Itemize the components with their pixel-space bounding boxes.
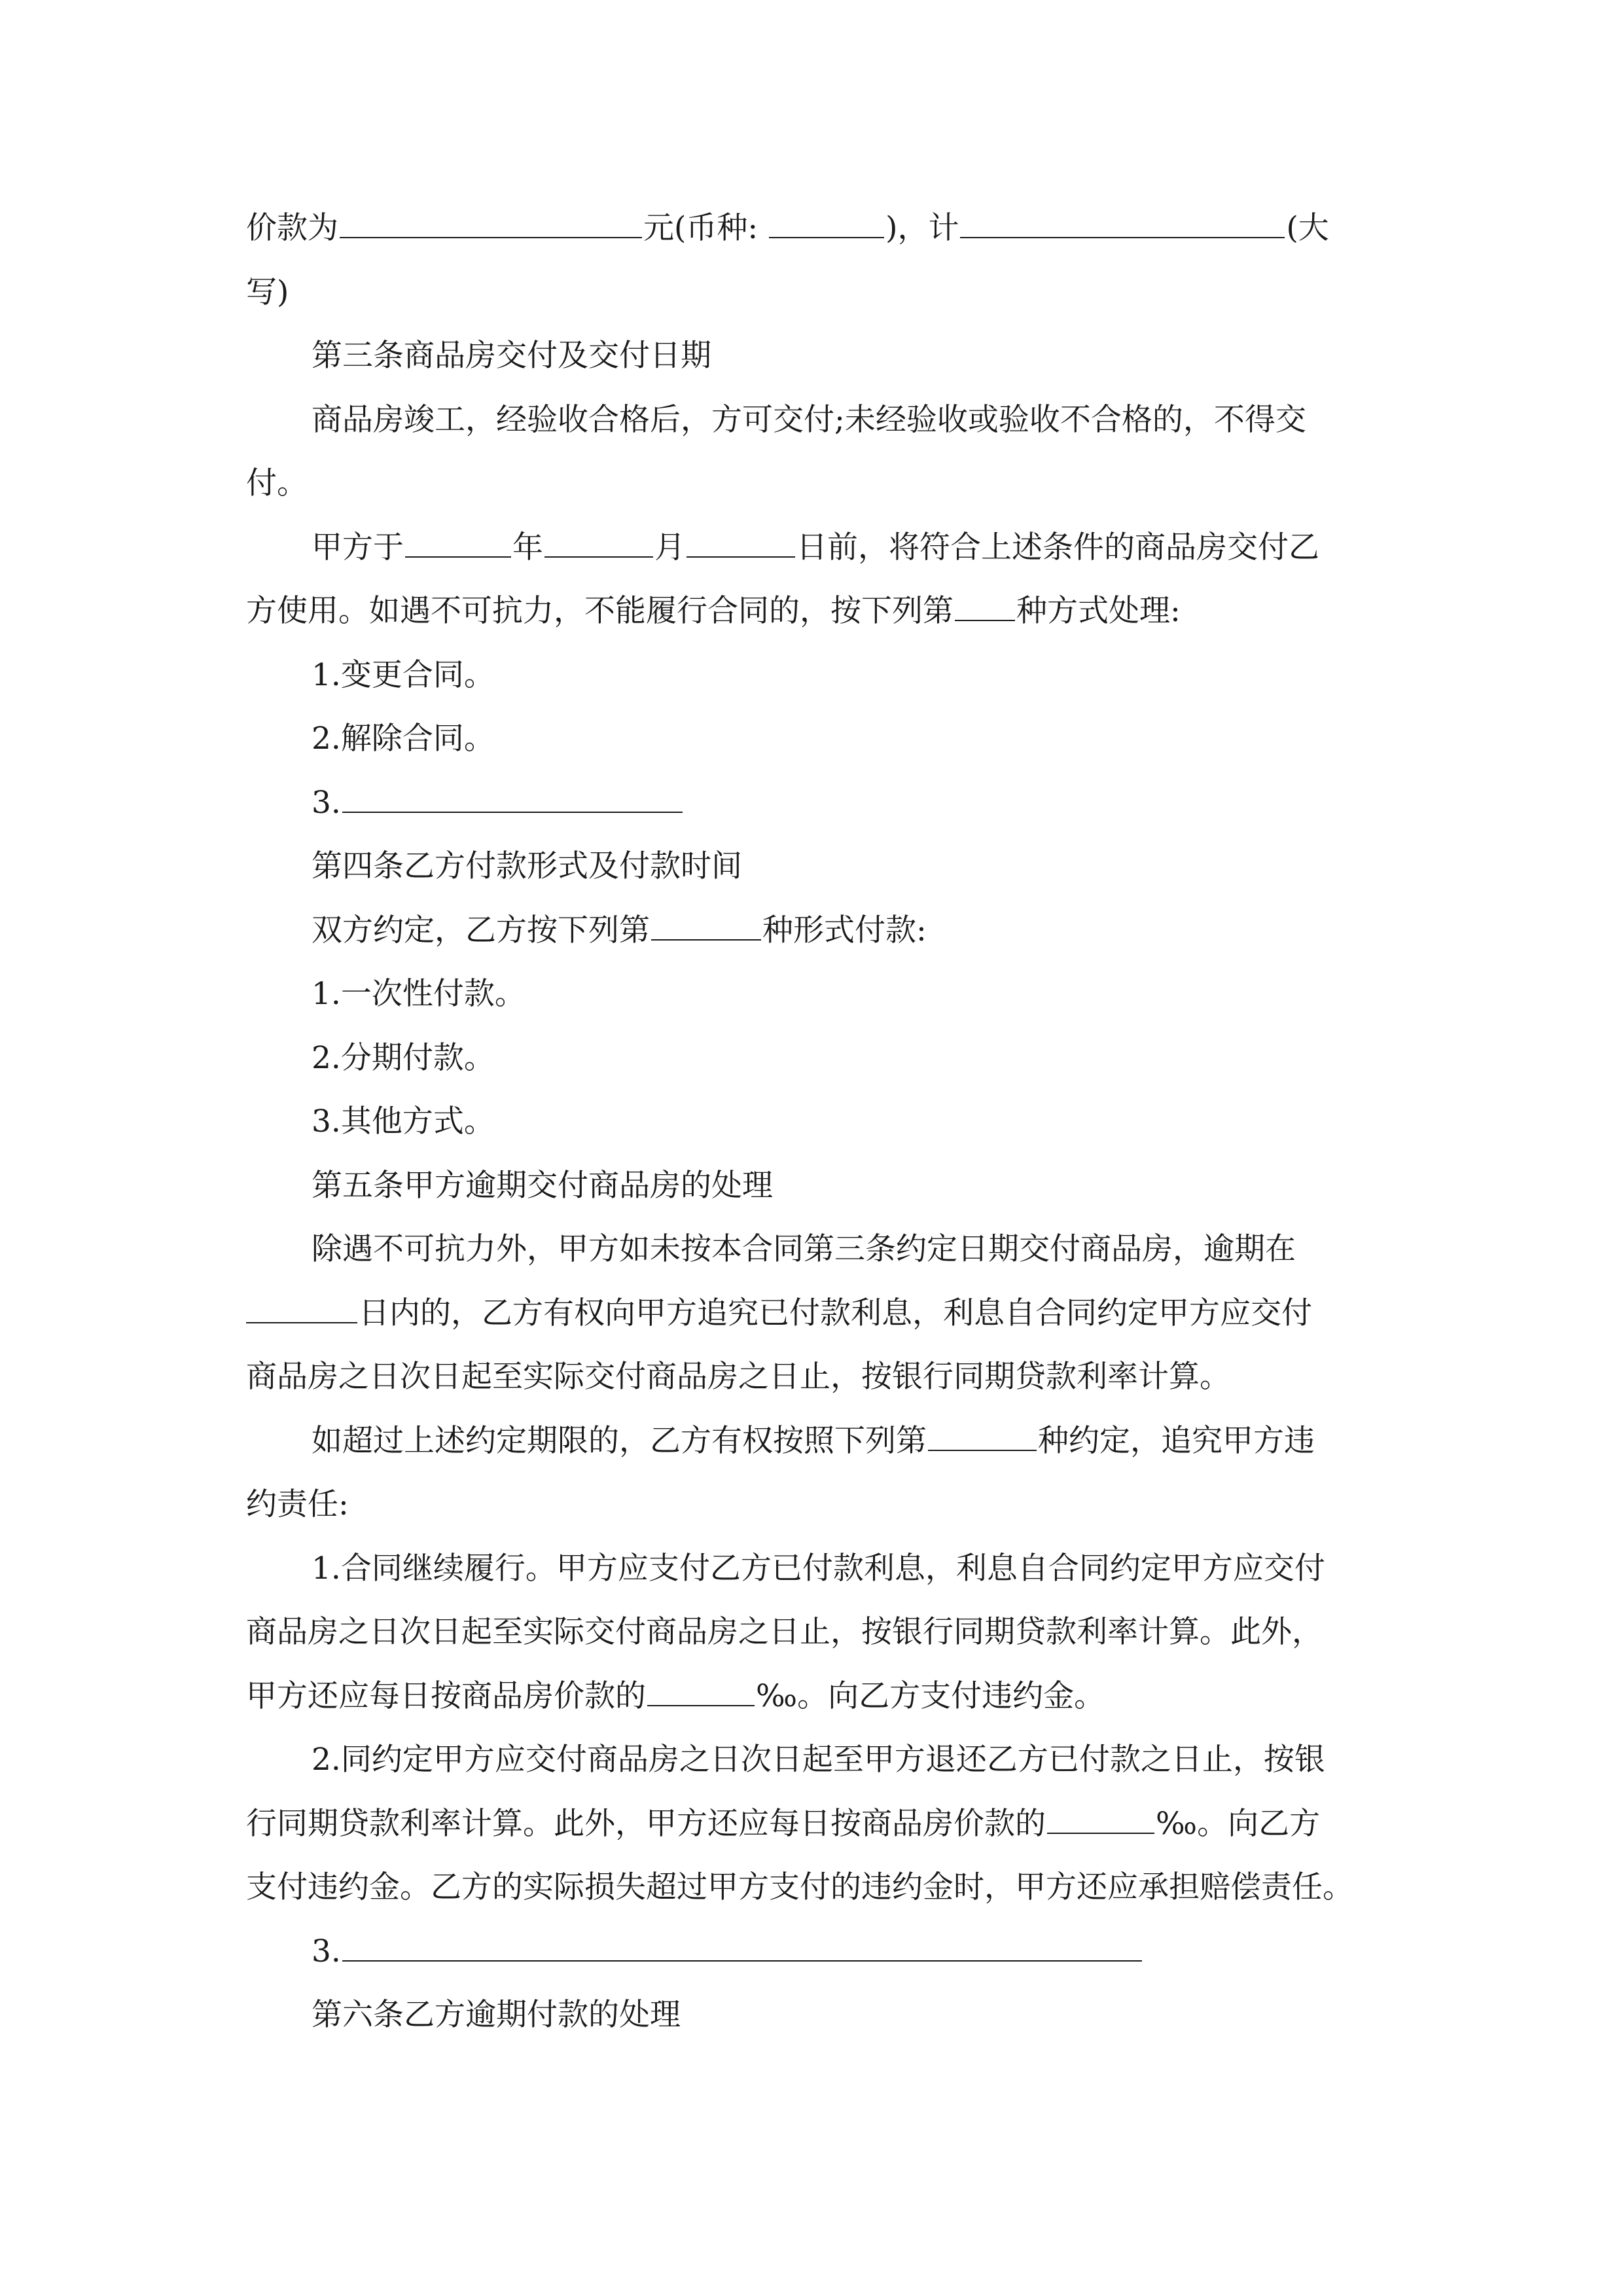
price-amount-blank (340, 211, 642, 238)
liability-option-3-line (246, 1920, 1378, 1984)
text-total: )，计 (885, 210, 959, 246)
text-payment-form: 种形式付款: (762, 912, 927, 948)
payment-option-installment: 2.分期付款。 (312, 1039, 495, 1076)
currency-blank (769, 211, 884, 238)
text-price: 价款为 (246, 210, 338, 246)
text-daily-penalty-2: 行同期贷款利率计算。此外，甲方还应每日按商品房价款的 (246, 1805, 1046, 1842)
liability-option-1-line-3 (246, 1664, 1378, 1729)
overdue-days-blank (246, 1296, 357, 1323)
option-3-line (246, 771, 1378, 835)
text-penalty-pay-2: ‰。向乙方 (1156, 1805, 1321, 1842)
text-year: 年 (512, 529, 543, 565)
text-capital-open: (大 (1286, 210, 1329, 246)
text-daily-penalty-1: 甲方还应每日按商品房价款的 (246, 1677, 646, 1714)
month-blank (544, 530, 653, 558)
payment-option-lump-sum: 1.一次性付款。 (312, 976, 526, 1012)
article-5-para-1: 除遇不可抗力外，甲方如未按本合同第三条约定日期交付商品房，逾期在 (312, 1231, 1296, 1267)
text-payment-agree: 双方约定，乙方按下列第 (312, 912, 650, 948)
text-capital-close: 写) (246, 274, 289, 310)
option-3-label: 3. (312, 784, 341, 821)
price-line (246, 196, 1378, 260)
article-3-heading: 第三条商品房交付及交付日期 (312, 338, 711, 374)
article-6-heading: 第六条乙方逾期付款的处理 (312, 1997, 681, 2033)
payment-option-other: 3.其他方式。 (312, 1103, 495, 1139)
text-penalty-pay-1: ‰。向乙方支付违约金。 (756, 1677, 1105, 1714)
option-terminate-contract: 2.解除合同。 (312, 721, 495, 757)
liability-option-blank (928, 1424, 1037, 1451)
text-liability: 种约定，追究甲方违 (1038, 1422, 1315, 1459)
text-day-before: 日前，将符合上述条件的商品房交付乙 (796, 529, 1319, 565)
article-4-heading: 第四条乙方付款形式及付款时间 (312, 848, 742, 884)
liability-option-2-line-2 (246, 1792, 1378, 1856)
day-blank (687, 530, 795, 558)
liability-option-2-line-1: 2.同约定甲方应交付商品房之日次日起至甲方退还乙方已付款之日止，按银 (312, 1742, 1325, 1778)
liability-option-1-line-2: 商品房之日次日起至实际交付商品房之日止，按银行同期贷款利率计算。此外， (246, 1614, 1323, 1650)
option-3-blank (342, 785, 683, 813)
contract-body (246, 196, 1378, 2047)
payment-form-line (246, 899, 1378, 963)
penalty-rate-blank-2 (1047, 1806, 1154, 1834)
option-change-contract: 1.变更合同。 (312, 656, 495, 693)
article-3-para-1-cont: 付。 (246, 465, 308, 501)
handling-option-blank (955, 594, 1015, 621)
liability-option-2-line-3: 支付违约金。乙方的实际损失超过甲方支付的违约金时，甲方还应承担赔偿责任。 (246, 1869, 1353, 1905)
delivery-date-line (246, 516, 1378, 580)
text-within-days: 日内的，乙方有权向甲方追究已付款利息，利息自合同约定甲方应交付 (359, 1295, 1312, 1331)
liability-option-3-blank (342, 1934, 1142, 1962)
article-3-para-1: 商品房竣工，经验收合格后，方可交付;未经验收或验收不合格的，不得交 (312, 401, 1306, 438)
liability-option-3-label: 3. (312, 1933, 341, 1969)
penalty-rate-blank-1 (647, 1679, 755, 1706)
text-force-majeure: 方使用。如遇不可抗力，不能履行合同的，按下列第 (246, 593, 954, 629)
text-liability-cont: 约责任: (246, 1486, 349, 1522)
text-handling-method: 种方式处理: (1016, 593, 1181, 629)
article-5-para-1-line-2 (246, 1282, 1378, 1346)
payment-form-blank (651, 913, 761, 941)
liability-option-1-line-1: 1.合同继续履行。甲方应支付乙方已付款利息，利息自合同约定甲方应交付 (312, 1550, 1325, 1587)
text-party-a-on: 甲方于 (312, 529, 404, 565)
text-currency: 元(币种: (643, 210, 758, 246)
article-5-heading: 第五条甲方逾期交付商品房的处理 (312, 1167, 773, 1204)
article-5-para-1-line-3: 商品房之日次日起至实际交付商品房之日止，按银行同期贷款利率计算。 (246, 1359, 1230, 1395)
text-exceed-period: 如超过上述约定期限的，乙方有权按照下列第 (312, 1422, 927, 1459)
force-majeure-line (246, 579, 1378, 643)
price-in-words-blank (960, 211, 1285, 238)
exceed-period-line (246, 1409, 1378, 1473)
year-blank (405, 530, 511, 558)
text-month: 月 (654, 529, 685, 565)
